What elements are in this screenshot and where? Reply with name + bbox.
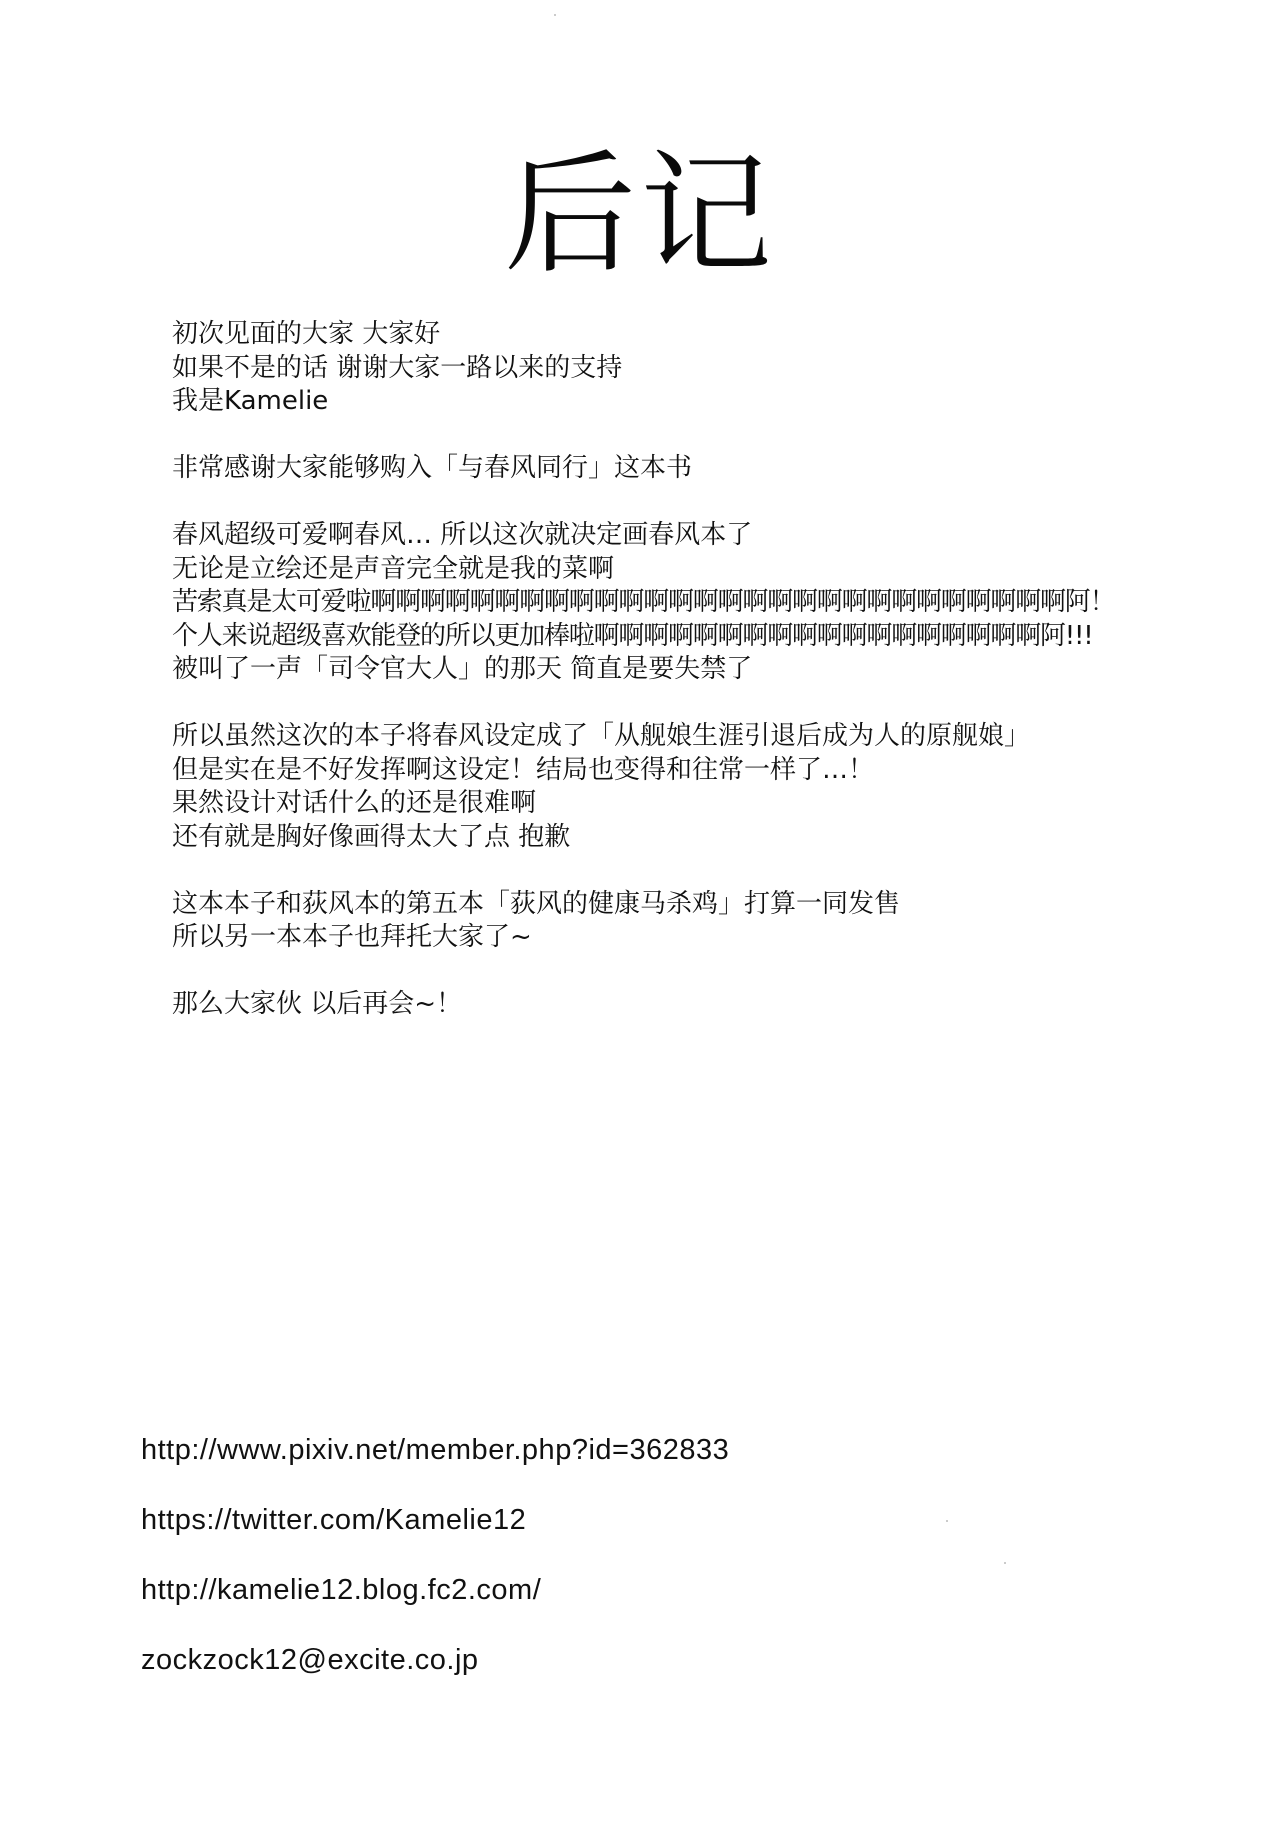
text-line: 初次见面的大家 大家好 (172, 319, 441, 349)
text-line: 那么大家伙 以后再会~！ (172, 989, 463, 1019)
blog-link[interactable]: http://kamelie12.blog.fc2.com/ (141, 1574, 542, 1606)
text-line: 但是实在是不好发挥啊这设定！结局也变得和往常一样了…！ (172, 754, 875, 785)
text-line: 无论是立绘还是声音完全就是我的菜啊 (172, 553, 615, 584)
text-line: 所以虽然这次的本子将春风设定成了「从舰娘生涯引退后成为人的原舰娘」 (172, 721, 1031, 751)
page-title: 后记 (504, 138, 776, 292)
scan-speck (1004, 1562, 1006, 1564)
pixiv-link[interactable]: http://www.pixiv.net/member.php?id=362833 (141, 1434, 730, 1466)
text-line: 所以另一本本子也拜托大家了~ (172, 922, 532, 952)
text-line: 这本本子和荻风本的第五本「荻风的健康马杀鸡」打算一同发售 (172, 888, 901, 919)
email-address[interactable]: zockzock12@excite.co.jp (141, 1644, 479, 1676)
paragraph-thanks (172, 452, 1252, 486)
text-line: 如果不是的话 谢谢大家一路以来的支持 (172, 352, 623, 383)
paragraph-farewell (172, 988, 1252, 1022)
text-line: 春风超级可爱啊春风… 所以这次就决定画春风本了 (172, 520, 753, 550)
text-line: 还有就是胸好像画得太大了点 抱歉 (172, 821, 571, 852)
afterword-body (172, 318, 1252, 1022)
text-line: 个人来说超级喜欢能登的所以更加棒啦啊啊啊啊啊啊啊啊啊啊啊啊啊啊啊啊啊啊阿!!! (172, 620, 1093, 651)
paragraph-harukaze (172, 519, 1252, 687)
scan-speck (554, 14, 556, 16)
twitter-link[interactable]: https://twitter.com/Kamelie12 (141, 1504, 527, 1536)
text-line: 我是Kamelie (172, 386, 329, 416)
paragraph-setting (172, 720, 1252, 854)
text-line: 果然设计对话什么的还是很难啊 (172, 788, 537, 818)
text-line: 苦索真是太可爱啦啊啊啊啊啊啊啊啊啊啊啊啊啊啊啊啊啊啊啊啊啊啊啊啊啊啊啊啊阿！ (172, 587, 1115, 617)
contact-links (141, 1432, 729, 1712)
scan-speck (946, 1520, 948, 1522)
text-line: 被叫了一声「司令官大人」的那天 简直是要失禁了 (172, 654, 753, 684)
paragraph-release (172, 888, 1252, 955)
paragraph-greeting (172, 318, 1252, 419)
text-line: 非常感谢大家能够购入「与春风同行」这本书 (172, 453, 693, 483)
